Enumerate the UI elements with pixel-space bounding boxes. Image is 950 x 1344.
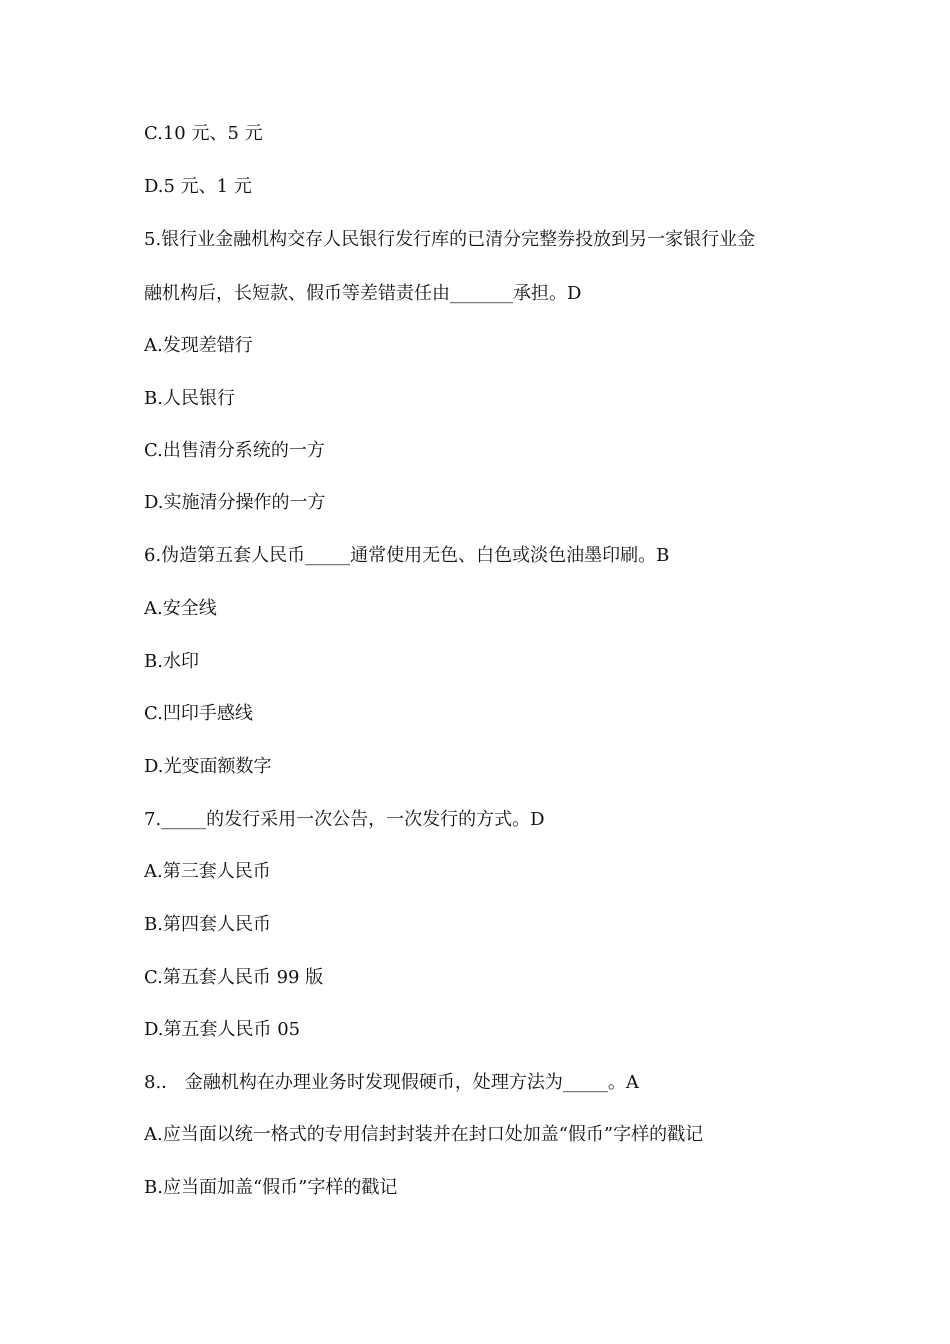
option-line: C.出售清分系统的一方 <box>144 440 325 461</box>
option-line: D.第五套人民币 05 <box>144 1019 301 1040</box>
option-line: B.人民银行 <box>144 388 235 409</box>
option-line: D.实施清分操作的一方 <box>144 492 326 513</box>
option-line: C.第五套人民币 99 版 <box>144 967 324 988</box>
question-line: 融机构后，长短款、假币等差错责任由_______承担。D <box>144 283 582 304</box>
question-line: 8.． 金融机构在办理业务时发现假硬币，处理方法为_____。A <box>144 1072 639 1093</box>
option-line: B.第四套人民币 <box>144 914 271 935</box>
option-line: B.应当面加盖“假币”字样的戳记 <box>144 1177 398 1198</box>
option-line: A.发现差错行 <box>144 335 253 356</box>
option-line: A.第三套人民币 <box>144 861 271 882</box>
option-line: B.水印 <box>144 651 199 672</box>
option-line: A.安全线 <box>144 598 217 619</box>
question-line: 5.银行业金融机构交存人民银行发行库的已清分完整券投放到另一家银行业金 <box>144 229 756 250</box>
option-line: A.应当面以统一格式的专用信封封装并在封口处加盖“假币”字样的戳记 <box>144 1124 704 1145</box>
option-line: D.光变面额数字 <box>144 756 272 777</box>
question-line: 6.伪造第五套人民币_____通常使用无色、白色或淡色油墨印刷。B <box>144 545 670 566</box>
option-line: D.5 元、1 元 <box>144 176 252 197</box>
question-line: 7._____的发行采用一次公告，一次发行的方式。D <box>144 809 545 830</box>
option-line: C.10 元、5 元 <box>144 123 263 144</box>
option-line: C.凹印手感线 <box>144 703 253 724</box>
